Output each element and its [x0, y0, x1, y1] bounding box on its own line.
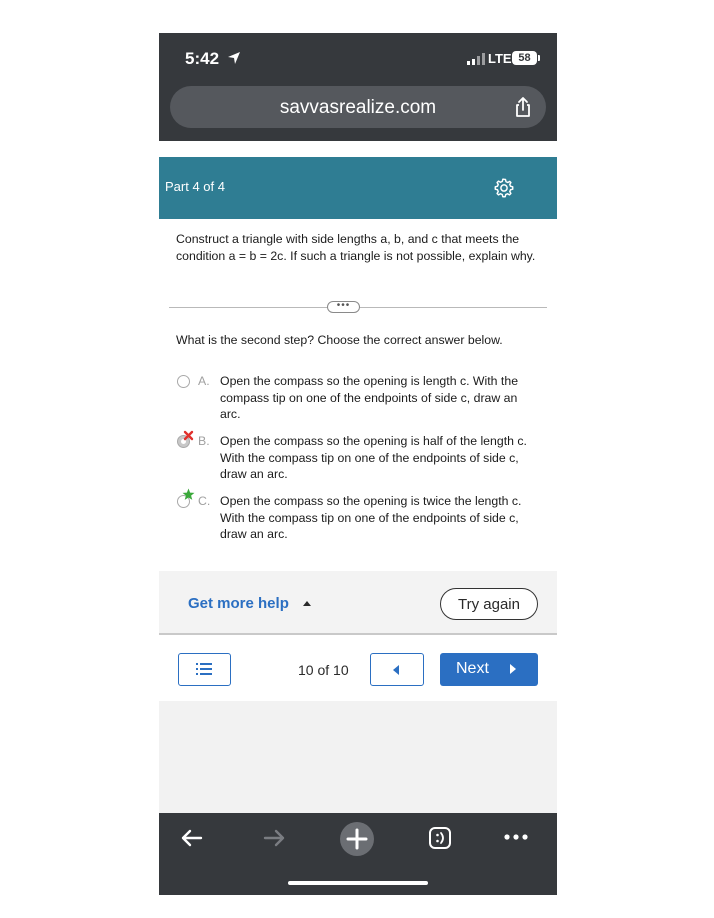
forward-arrow-icon[interactable] [261, 825, 287, 851]
choice-text: Open the compass so the opening is twice the length c. With the compass tip on one of the endpoints of side c, draw an arc. [220, 494, 522, 541]
back-arrow-icon[interactable] [179, 825, 205, 851]
share-icon[interactable] [512, 96, 534, 118]
empty-content-area [159, 701, 557, 813]
choice-letter: C. [198, 494, 211, 508]
previous-button[interactable] [370, 653, 424, 686]
question-list-button[interactable] [178, 653, 231, 686]
next-label: Next [456, 660, 489, 677]
gear-icon[interactable] [493, 177, 515, 199]
step-prompt: What is the second step? Choose the correct answer below. [176, 333, 503, 347]
part-header [159, 157, 557, 219]
help-bar [159, 571, 557, 635]
question-counter: 10 of 10 [298, 662, 349, 678]
phone-screen [159, 33, 557, 895]
incorrect-x-icon [183, 430, 194, 441]
list-icon [196, 662, 212, 676]
next-button[interactable] [440, 653, 538, 686]
browser-top-bar [159, 33, 557, 141]
home-indicator [288, 881, 428, 885]
radio-button[interactable] [177, 375, 190, 388]
more-icon[interactable] [503, 833, 529, 841]
battery-icon: 58 [512, 51, 537, 65]
url-bar[interactable] [170, 86, 546, 128]
choice-letter: B. [198, 434, 210, 448]
plus-icon[interactable] [339, 821, 375, 857]
get-more-help-link[interactable]: Get more help [188, 595, 289, 612]
signal-icon [467, 53, 485, 65]
browser-bottom-bar [159, 813, 557, 895]
choice-text: Open the compass so the opening is length c. With the compass tip on one of the endpoints of side c, draw an arc. [220, 374, 519, 421]
try-again-button[interactable]: Try again [440, 588, 538, 620]
expand-button[interactable]: ••• [327, 301, 360, 313]
choice-letter: A. [198, 374, 210, 388]
url-text: savvasrealize.com [279, 97, 437, 118]
location-arrow-icon [227, 51, 241, 65]
status-time: 5:42 [185, 49, 220, 68]
tabs-icon[interactable] [427, 825, 453, 851]
choice-text: Open the compass so the opening is half of the length c. With the compass tip on one of the endpoints of side c, draw an arc. [220, 434, 527, 481]
part-label: Part 4 of 4 [165, 179, 225, 194]
question-text: Construct a triangle with side lengths a, b, and c that meets the condition a = b = 2c. If such a triangle is not possible, explain why. [176, 232, 536, 263]
network-label: LTE [488, 51, 512, 66]
correct-star-icon [182, 488, 195, 501]
caret-up-icon[interactable] [303, 601, 311, 606]
